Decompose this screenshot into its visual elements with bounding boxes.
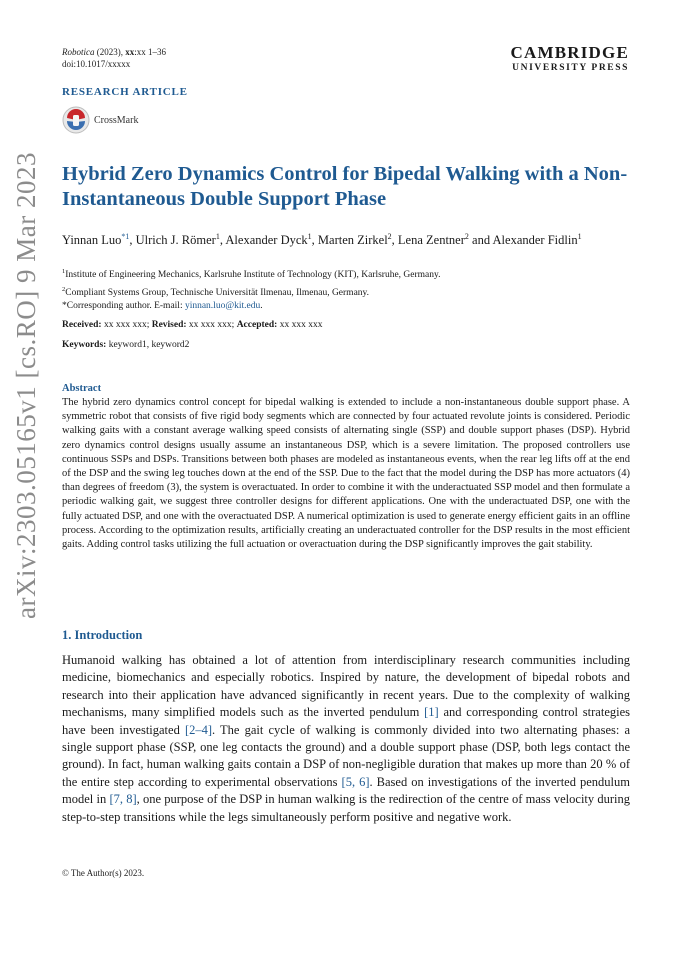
crossmark-badge[interactable]	[62, 106, 138, 134]
affiliation-1: $^1$Institute of Engineering Mechanics, Karlsruhe Institute of Technology (KIT), Karlsruhe, Germany.	[62, 268, 441, 281]
author: Ulrich J. Römer	[135, 233, 216, 248]
author: Marten Zirkel	[317, 233, 388, 248]
author: Alexander Dyck	[225, 233, 308, 248]
introduction-paragraph: Humanoid walking has obtained a lot of attention from interdisciplinary research communities including medicine, biomechanics and especially robotics. Inspired by nature, the development of bipedal robots and research into their application have advanced significantly in recent years. Due to the complexity of walking mechanisms, many simplified models such as the inverted pendulum [1] and corresponding control strategies have been investigated [2–4]. The gait cycle of walking is commonly divided into two alternating phases: a single support phase (SSP, one leg contacts the ground) and a double support phase (DSP, both legs contact the ground). In fact, human walking gaits contain a DSP of non-negligible duration that makes up more than 20 % of the entire step according to experimental observations [5, 6]. Based on investigations of the inverted pendulum model in [7, 8], one purpose of the DSP in human walking is the redirection of the centre of mass velocity during step-to-step transitions while the legs simultaneously perform positive and negative work.	[62, 653, 631, 824]
publisher-line-1: CAMBRIDGE	[510, 43, 629, 62]
journal-volume: xx	[125, 47, 135, 57]
crossmark-icon	[62, 106, 90, 134]
abstract-heading: Abstract	[62, 383, 102, 394]
author-affiliation-mark: 1	[307, 232, 312, 241]
submission-dates: Received: xx xxx xxx; Revised: xx xxx xxx; Accepted: xx xxx xxx	[62, 320, 323, 330]
article-type: RESEARCH ARTICLE	[62, 86, 188, 98]
abstract-text: The hybrid zero dynamics control concept for bipedal walking is extended to include a non-instantaneous double support phase. A symmetric robot that consists of five rigid body segments which are connected by four actuated revolute joints is considered. Periodic walking gaits with a constant average walking speed consists of alternating single (SSP) and double support phases (DSP). Hybrid zero dynamics control designs usually assume an instantaneous DSP, which is a severe limitation. The proposed controllers use continuous SSPs and DSPs. Transitions between both phases are modeled as instantaneous events, when the rear leg lifts off at the end of the DSP and the swing leg touches down at the end of the SSP. Due to the fact that the model during the DSP has more actuators (4) than degrees of freedom (3), the system is overactuated. In order to combine it with the underactuated SSP model and then formulate a periodic walking gait, we suggest three controller designs for different applications. One with the underactuated DSP, one with the fully actuated DSP, and one with the overactuated DSP. A numerical optimization is used to generate energy efficient gaits in an offline process. According to the optimization results, artificially creating an underactuated controller for the DSP results in the most efficient gaits. Adding control tasks utilizing the full actuation or overactuation during the DSP significantly improves the gait stability.	[62, 397, 630, 551]
author: Lena Zentner	[397, 233, 465, 248]
citation-link[interactable]: [5, 6]	[341, 774, 370, 789]
doi: doi:10.1017/xxxxx	[62, 59, 131, 69]
crossmark-label: CrossMark	[94, 114, 139, 126]
section-heading-introduction: 1. Introduction	[62, 628, 143, 642]
email-link[interactable]: yinnan.luo@kit.edu	[184, 301, 261, 312]
copyright-notice: © The Author(s) 2023.	[62, 868, 145, 878]
author: Alexander Fidlin	[492, 233, 578, 248]
author: Yinnan Luo	[62, 233, 122, 248]
journal-pages: :xx 1–36	[134, 47, 167, 57]
author-affiliation-mark: 2	[464, 232, 469, 241]
affiliation-2: $^2$Compliant Systems Group, Technische Universität Ilmenau, Ilmenau, Germany.	[62, 285, 370, 298]
corresponding-author: *Corresponding author. E-mail: yinnan.luo@kit.edu.	[62, 301, 263, 312]
journal-name: Robotica	[62, 47, 95, 57]
author-affiliation-mark: 1	[215, 232, 220, 241]
citation-link[interactable]: [2–4]	[184, 722, 213, 737]
journal-year: (2023),	[96, 47, 123, 57]
author-affiliation-mark[interactable]: *1	[121, 232, 130, 241]
citation-link[interactable]: [7, 8]	[109, 792, 137, 807]
affiliations	[62, 265, 630, 314]
publisher-logo	[511, 44, 629, 74]
paper-title: Hybrid Zero Dynamics Control for Bipedal Walking with a Non-Instantaneous Double Support Phase	[62, 163, 628, 210]
publisher-line-2: UNIVERSITY PRESS	[512, 63, 629, 73]
arxiv-identifier	[4, 150, 48, 620]
keywords: Keywords: keyword1, keyword2	[62, 340, 190, 350]
arxiv-id-text: arXiv:2303.05165v1 [cs.RO] 9 Mar 2023	[10, 151, 41, 619]
citation-link[interactable]: [1]	[424, 705, 439, 720]
author-list: Yinnan Luo$^{*1}$, Ulrich J. Römer$^1$, Alexander Dyck$^1$, Marten Zirkel$^2$, Lena Zentner$^2$ and Alexander Fidlin$^1$	[62, 232, 582, 248]
author-affiliation-mark: 2	[387, 232, 392, 241]
journal-header	[62, 46, 166, 70]
author-affiliation-mark: 1	[577, 232, 582, 241]
